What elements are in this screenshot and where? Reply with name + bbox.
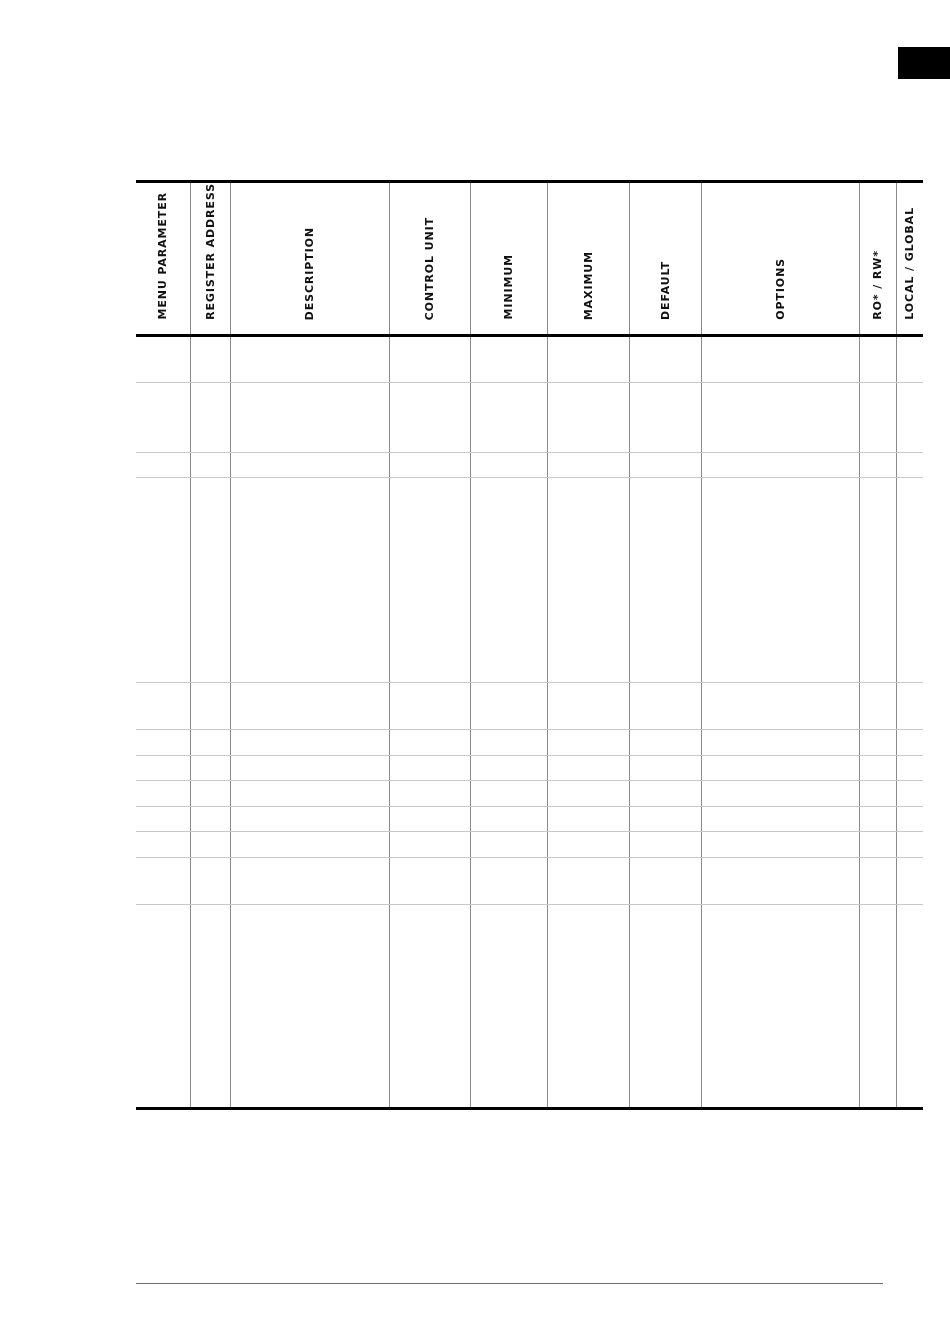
table-row (136, 477, 923, 682)
footer-divider (136, 1283, 883, 1284)
col-header-minimum: MINIMUM (470, 182, 547, 336)
col-header-options: OPTIONS (701, 182, 859, 336)
col-header-local-global: LOCAL / GLOBAL (896, 182, 923, 336)
table-row (136, 831, 923, 857)
table-row (136, 682, 923, 729)
col-header-maximum: MAXIMUM (547, 182, 629, 336)
col-header-default: DEFAULT (629, 182, 701, 336)
parameter-table (136, 180, 923, 1110)
table-row (136, 806, 923, 831)
col-header-description: DESCRIPTION (230, 182, 389, 336)
table-body (136, 335, 923, 1108)
table-row (136, 755, 923, 780)
section-tab (898, 47, 950, 79)
col-header-ro-rw: RO* / RW* (859, 182, 896, 336)
header-row (136, 182, 923, 336)
table-row (136, 857, 923, 904)
table-row (136, 780, 923, 806)
table-row (136, 904, 923, 1108)
table-row (136, 382, 923, 452)
table-row (136, 729, 923, 755)
col-header-register-address: REGISTER ADDRESS (190, 182, 230, 336)
table-row (136, 335, 923, 382)
col-header-control-unit: CONTROL UNIT (389, 182, 470, 336)
col-header-menu-parameter: MENU PARAMETER (136, 182, 190, 336)
table-row (136, 452, 923, 477)
